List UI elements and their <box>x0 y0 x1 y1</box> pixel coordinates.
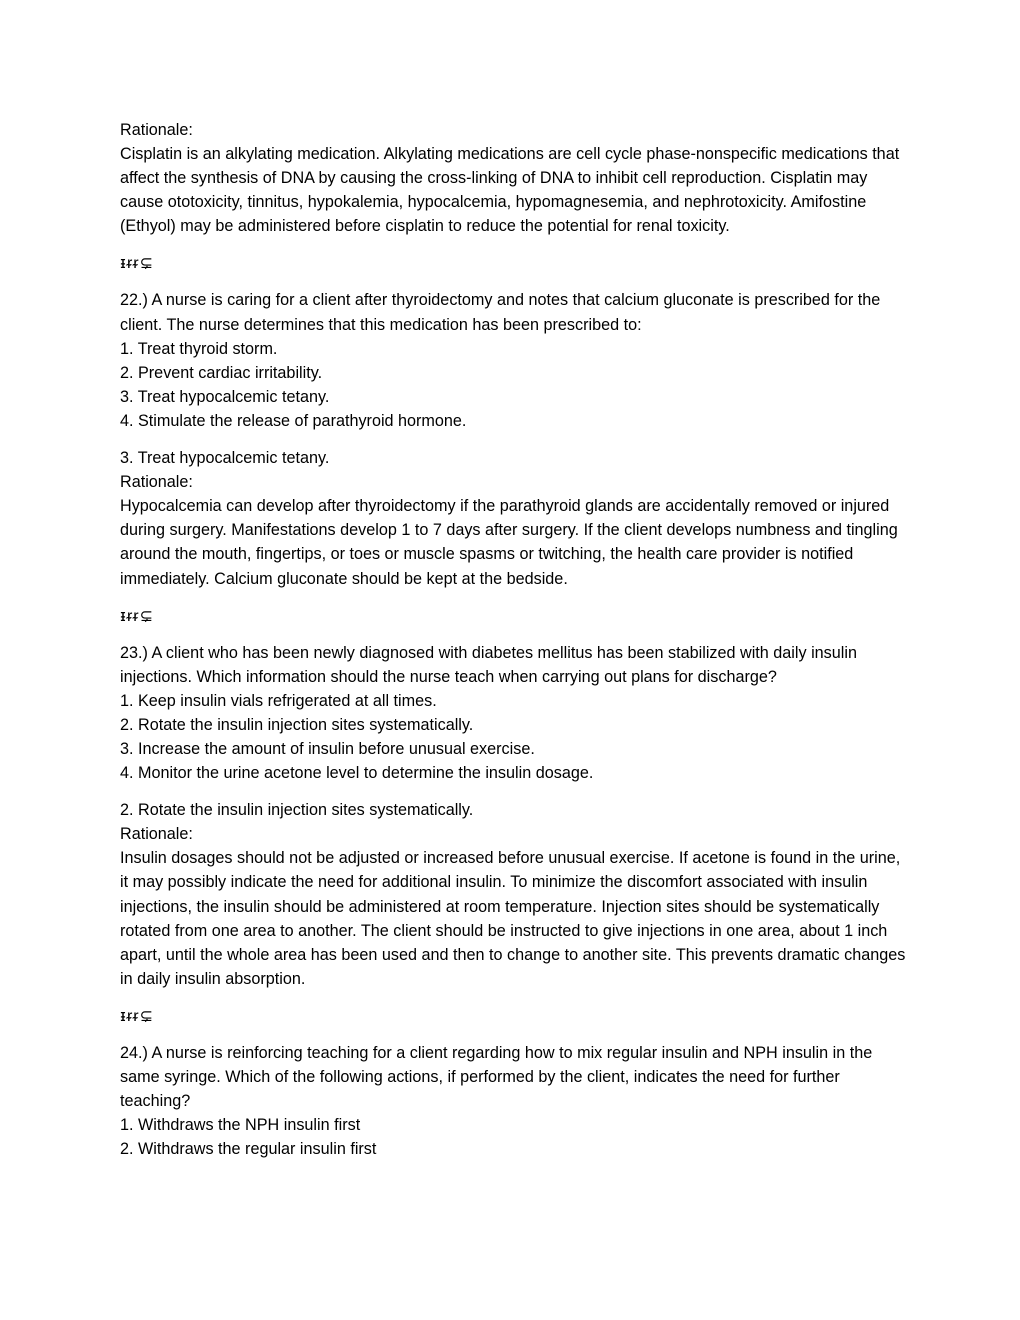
answer-option: 2. Rotate the insulin injection sites systematically. <box>120 715 474 734</box>
answer-option: 4. Monitor the urine acetone level to determine the insulin dosage. <box>120 764 594 783</box>
question-22 <box>120 288 910 433</box>
rationale-heading: Rationale: <box>120 473 193 492</box>
answer-option: 3. Treat hypocalcemic tetany. <box>120 387 330 406</box>
separator-glyphs: ᵻᵲᵲ⊊ <box>120 253 155 273</box>
correct-answer: 2. Rotate the insulin injection sites systematically. <box>120 801 474 820</box>
question-stem: 24.) A nurse is reinforcing teaching for a client regarding how to mix regular insulin and NPH insulin in the same syringe. Which of the following actions, if performed by the client, indicates the need for further teaching? <box>120 1043 873 1111</box>
question-23 <box>120 641 910 786</box>
question-stem: 22.) A nurse is caring for a client after thyroidectomy and notes that calcium gluconate is prescribed for the client. The nurse determines that this medication has been prescribed to: <box>120 291 881 334</box>
answer-23 <box>120 798 910 991</box>
rationale-text: Hypocalcemia can develop after thyroidectomy if the parathyroid glands are accidentally removed or injured during surgery. Manifestations develop 1 to 7 days after surgery. If the client develops numbness and tingling around the mouth, fingertips, or toes or muscle spasms or twitching, the health care provider is notified immediately. Calcium gluconate should be kept at the bedside. <box>120 497 898 588</box>
question-stem: 23.) A client who has been newly diagnosed with diabetes mellitus has been stabilized with daily insulin injections. Which information should the nurse teach when carrying out plans for discharge? <box>120 643 857 686</box>
answer-option: 1. Treat thyroid storm. <box>120 339 278 358</box>
answer-option: 4. Stimulate the release of parathyroid hormone. <box>120 411 467 430</box>
document-page <box>120 118 910 1174</box>
answer-option: 1. Withdraws the NPH insulin first <box>120 1116 361 1135</box>
rationale-text: Cisplatin is an alkylating medication. Alkylating medications are cell cycle phase-nonspecific medications that affect the synthesis of DNA by causing the cross-linking of DNA to inhibit cell reproduction. Cisplatin may cause ototoxicity, tinnitus, hypokalemia, hypocalcemia, hypomagnesemia, and nephrotoxicity. Amifostine (Ethyol) may be administered before cisplatin to reduce the potential for renal toxicity. <box>120 145 900 236</box>
answer-option: 2. Prevent cardiac irritability. <box>120 363 323 382</box>
rationale-heading: Rationale: <box>120 825 193 844</box>
answer-22 <box>120 446 910 591</box>
answer-option: 2. Withdraws the regular insulin first <box>120 1140 377 1159</box>
answer-option: 3. Increase the amount of insulin before unusual exercise. <box>120 739 535 758</box>
question-24 <box>120 1041 910 1161</box>
rationale-block-21 <box>120 118 910 238</box>
rationale-heading: Rationale: <box>120 121 193 139</box>
separator-glyphs: ᵻᵲᵲ⊊ <box>120 1005 155 1025</box>
correct-answer: 3. Treat hypocalcemic tetany. <box>120 449 330 468</box>
answer-option: 1. Keep insulin vials refrigerated at all times. <box>120 691 437 710</box>
separator-glyphs: ᵻᵲᵲ⊊ <box>120 605 155 625</box>
rationale-text: Insulin dosages should not be adjusted or increased before unusual exercise. If acetone is found in the urine, it may possibly indicate the need for additional insulin. To minimize the discomfort associated with insulin injections, the insulin should be administered at room temperature. Injection sites should be systematically rotated from one area to another. The client should be instructed to give injections in one area, about 1 inch apart, until the whole area has been used and then to change to another site. This prevents dramatic changes in daily insulin absorption. <box>120 849 906 988</box>
